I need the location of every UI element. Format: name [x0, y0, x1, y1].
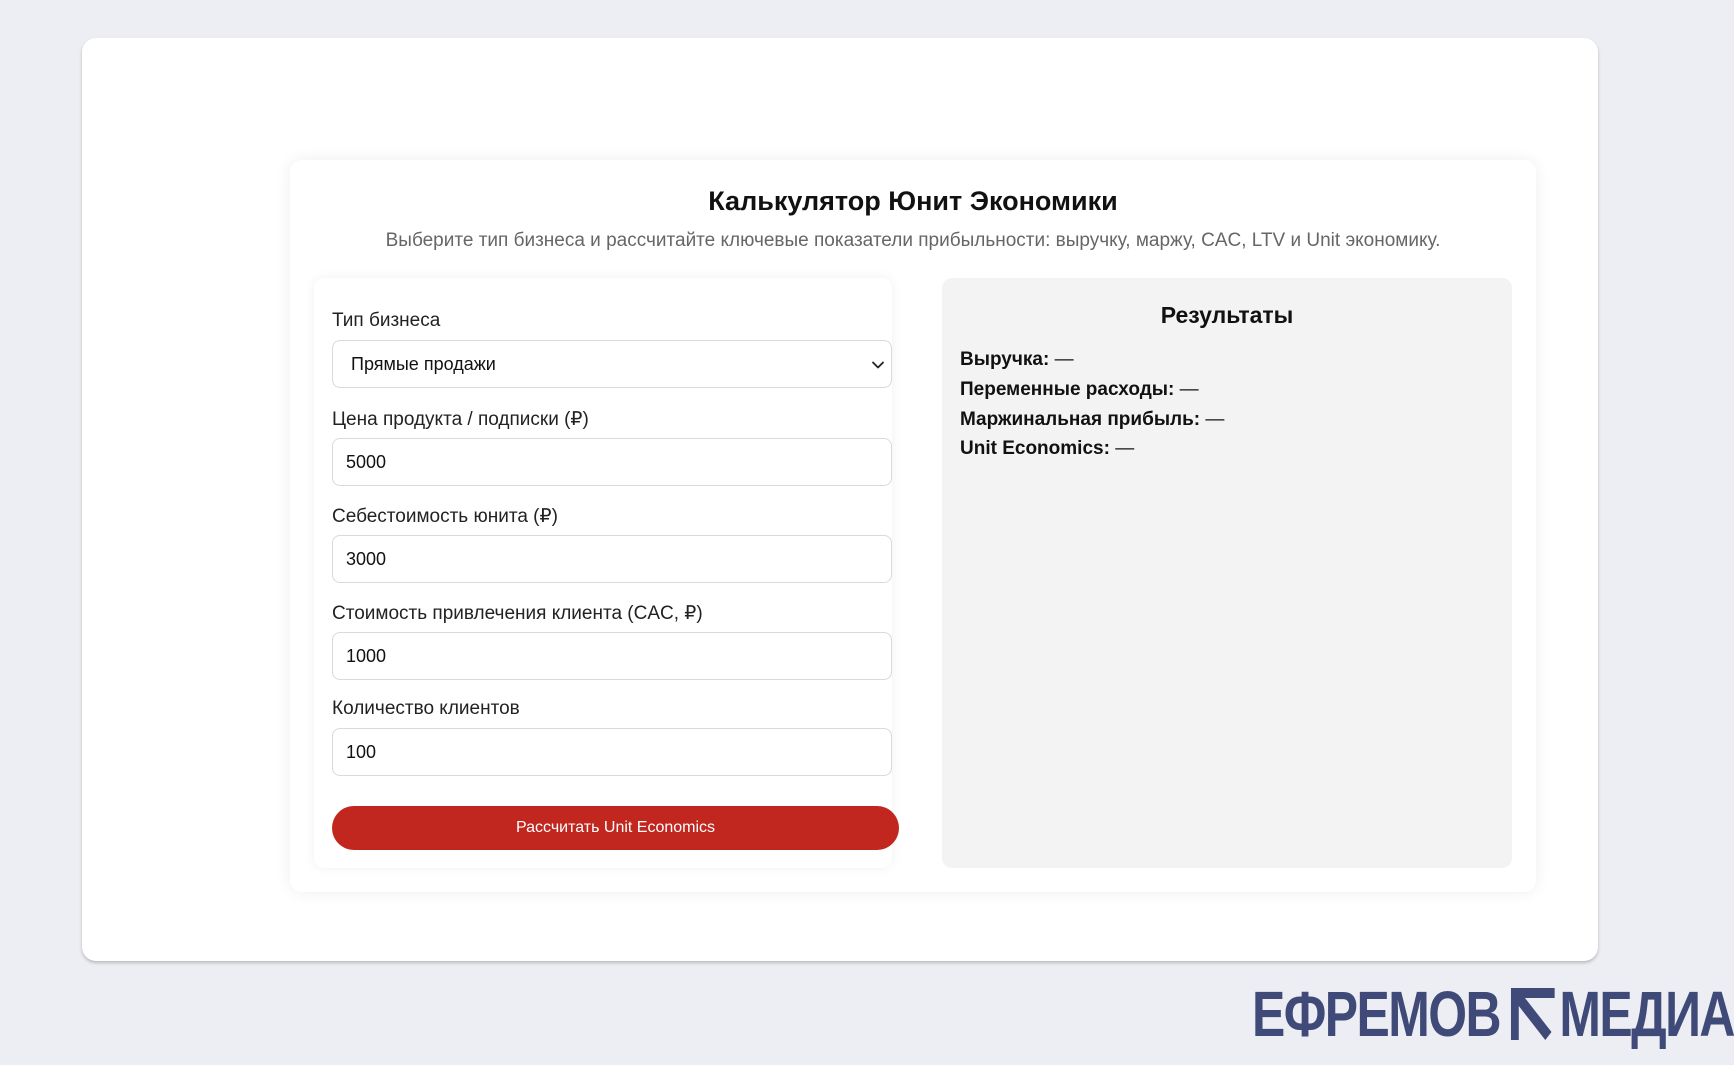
- unit-cost-label: Себестоимость юнита (₽): [332, 506, 558, 527]
- arrow-icon: [1511, 988, 1555, 1040]
- clients-input[interactable]: [332, 728, 892, 776]
- cac-label: Стоимость привлечения клиента (CAC, ₽): [332, 603, 703, 624]
- results-panel: [942, 278, 1512, 868]
- brand-logo: [1252, 978, 1734, 1050]
- result-value: —: [1054, 349, 1074, 370]
- price-input[interactable]: [332, 438, 892, 486]
- calculate-button[interactable]: Рассчитать Unit Economics: [332, 806, 899, 850]
- brand-left-text: ЕФРЕМОВ: [1252, 978, 1501, 1050]
- page-title: Калькулятор Юнит Экономики: [708, 186, 1118, 216]
- result-value: —: [1115, 438, 1135, 459]
- clients-label: Количество клиентов: [332, 698, 520, 719]
- result-value: —: [1179, 379, 1199, 400]
- result-row-unit-economics: [960, 438, 1134, 460]
- result-label: Unit Economics:: [960, 438, 1110, 459]
- calculator-card: [290, 160, 1536, 892]
- business-type-label: Тип бизнеса: [332, 310, 441, 331]
- result-label: Выручка:: [960, 349, 1050, 370]
- price-label: Цена продукта / подписки (₽): [332, 409, 589, 430]
- results-title: Результаты: [1160, 302, 1294, 328]
- result-row-revenue: [960, 349, 1074, 371]
- cac-input[interactable]: [332, 632, 892, 680]
- result-row-variable-costs: [960, 379, 1199, 401]
- business-type-select[interactable]: [332, 340, 892, 388]
- page-subtitle: Выберите тип бизнеса и рассчитайте ключевые показатели прибыльности: выручку, маржу, CAC, LTV и Unit экономику.: [385, 230, 1441, 251]
- content-frame: [82, 38, 1598, 961]
- unit-cost-input[interactable]: [332, 535, 892, 583]
- result-value: —: [1205, 409, 1225, 430]
- result-row-margin: [960, 409, 1224, 431]
- brand-right-text: МЕДИА: [1559, 978, 1734, 1050]
- result-label: Маржинальная прибыль:: [960, 409, 1201, 430]
- form-panel: [314, 278, 892, 868]
- result-label: Переменные расходы:: [960, 379, 1175, 400]
